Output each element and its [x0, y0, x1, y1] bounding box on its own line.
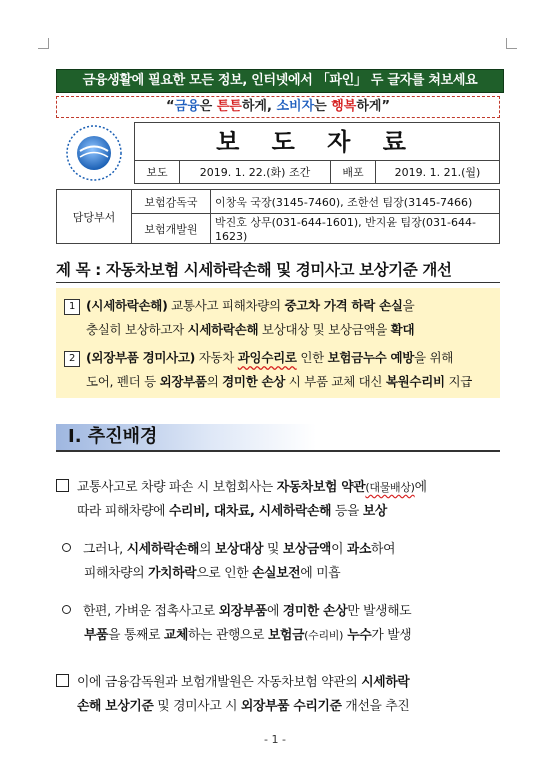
- circle-bullet-icon: [62, 605, 71, 614]
- distribution-date: 2019. 1. 21.(월): [376, 161, 500, 184]
- body-text: 등을: [331, 504, 363, 519]
- fss-logo: [58, 122, 130, 184]
- summary-text: 과잉수리로: [237, 350, 297, 365]
- contact-people: 이창욱 국장(3145-7460), 조한선 팀장(3145-7466): [211, 190, 500, 214]
- body-text: 보험금: [267, 628, 305, 643]
- summary-text: 도어, 펜더 등: [86, 374, 160, 389]
- summary-text: 자동차: [195, 350, 238, 365]
- summary-text: 지급: [444, 374, 472, 389]
- body-text: 을 통째로: [108, 628, 164, 643]
- body-text: 만 발생해도: [347, 604, 412, 619]
- slogan-word: 은: [199, 99, 217, 114]
- summary-text: 중고차 가격 하락 손실: [284, 298, 403, 313]
- body-text: 교통사고로 차량 파손 시 보험회사는: [77, 480, 277, 495]
- body-text: 에 미흡: [300, 566, 341, 581]
- body-text: 수리비, 대차료, 시세하락손해: [168, 504, 332, 519]
- slogan-quote-close: ”: [381, 99, 391, 114]
- body-text: 과소: [346, 542, 372, 557]
- slogan-word: 는: [314, 99, 332, 114]
- summary-text: 의: [206, 374, 223, 389]
- paragraph-4: [56, 671, 410, 719]
- body-text: 경미한 손상: [282, 604, 348, 619]
- body-text: (대물배상): [365, 481, 415, 494]
- slogan-word: 하게: [356, 99, 382, 114]
- page-number: - 1 -: [264, 733, 286, 746]
- body-text: 개선을 추진: [341, 699, 410, 714]
- body-text: 손해 보상기준: [77, 699, 154, 714]
- summary-box: [56, 288, 500, 398]
- summary-text: 외장부품: [159, 374, 207, 389]
- summary-text: 경미한 손상: [222, 374, 286, 389]
- summary-text: 확대: [390, 322, 415, 337]
- body-text: 외장부품 수리기준: [240, 699, 342, 714]
- body-text: 한편, 가벼운 접촉사고로: [83, 604, 219, 619]
- circle-bullet-icon: [62, 543, 71, 552]
- summary-text: 을: [402, 298, 415, 313]
- summary-text: 보험금누수 예방: [327, 350, 415, 365]
- body-text: 교체: [163, 628, 189, 643]
- body-text: 이에 금융감독원과 보험개발원은 자동차보험 약관의: [77, 675, 362, 690]
- body-text: 하여: [371, 542, 396, 557]
- body-text: 에: [414, 480, 427, 495]
- contact-people: 박진호 상무(031-644-1601), 반지윤 팀장(031-644-1623): [211, 214, 500, 244]
- body-text: 자동차보험 약관: [276, 480, 366, 495]
- summary-text: 교통사고 피해차량의: [167, 298, 285, 313]
- body-text: 누수: [343, 628, 372, 643]
- slogan: [56, 96, 500, 118]
- slogan-word: 하게,: [241, 99, 277, 114]
- summary-text: 시세하락손해: [187, 322, 259, 337]
- summary-text: 을 위해: [414, 350, 454, 365]
- body-text: 보상대상: [214, 542, 264, 557]
- body-text: 가치하락: [148, 566, 197, 581]
- slogan-word: 튼튼: [216, 99, 242, 114]
- summary-text: 복원수리비: [385, 374, 445, 389]
- press-label: 보도: [135, 161, 180, 184]
- paragraph-2: [62, 538, 395, 586]
- summary-item: [64, 294, 494, 342]
- body-text: 시세하락손해: [126, 542, 200, 557]
- body-text: 보상: [362, 504, 387, 519]
- body-text: 그러나,: [83, 542, 127, 557]
- contact-table: [56, 189, 500, 244]
- crop-mark-top-right: [506, 38, 517, 49]
- body-text: 가 발생: [371, 628, 412, 643]
- slogan-quote-open: “: [165, 99, 175, 114]
- summary-number: 2: [64, 351, 80, 367]
- paragraph-3: [62, 600, 411, 648]
- org-name: 보험감독국: [132, 190, 211, 214]
- dept-label: 담당부서: [57, 190, 132, 244]
- distribution-label: 배포: [331, 161, 376, 184]
- section-divider: [56, 450, 500, 452]
- section-header: [56, 424, 316, 450]
- summary-text: 인한: [296, 350, 328, 365]
- body-text: 하는 관행으로: [188, 628, 268, 643]
- body-text: 및 경미사고 시: [153, 699, 241, 714]
- summary-number: 1: [64, 299, 80, 315]
- summary-item: [64, 346, 494, 394]
- section-title: Ⅰ. 추진배경: [68, 426, 158, 447]
- body-text: 손실보전: [252, 566, 301, 581]
- summary-text: (시세하락손해): [86, 298, 168, 313]
- body-text: 시세하락: [361, 675, 410, 690]
- slogan-word: 금융: [174, 99, 200, 114]
- top-banner: 금융생활에 필요한 모든 정보, 인터넷에서 「파인」 두 글자를 쳐보세요: [56, 69, 504, 93]
- body-text: 보상금액: [282, 542, 332, 557]
- body-text: 이: [331, 542, 347, 557]
- org-name: 보험개발원: [132, 214, 211, 244]
- release-date-table: [134, 160, 500, 184]
- square-bullet-icon: [56, 674, 69, 687]
- body-text: 따라 피해차량에: [77, 504, 169, 519]
- subject-heading: 제 목 : 자동차보험 시세하락손해 및 경미사고 보상기준 개선: [56, 261, 452, 279]
- press-date: 2019. 1. 22.(화) 조간: [180, 161, 331, 184]
- body-text: 에: [266, 604, 283, 619]
- square-bullet-icon: [56, 479, 69, 492]
- body-text: (수리비): [304, 629, 344, 642]
- paragraph-1: [56, 476, 427, 524]
- summary-text: 보상대상 및 보상금액을: [258, 322, 391, 337]
- body-text: 피해차량의: [84, 566, 149, 581]
- crop-mark-top-left: [38, 38, 49, 49]
- slogan-word: 행복: [331, 99, 357, 114]
- summary-text: 시 부품 교체 대신: [285, 374, 386, 389]
- body-text: 외장부품: [218, 604, 267, 619]
- subject-divider: [56, 282, 500, 283]
- slogan-word: 소비자: [276, 99, 315, 114]
- summary-text: (외장부품 경미사고): [86, 350, 196, 365]
- body-text: 의: [199, 542, 215, 557]
- summary-text: 충실히 보상하고자: [86, 322, 188, 337]
- body-text: 으로 인한: [196, 566, 253, 581]
- body-text: 및: [263, 542, 283, 557]
- document-title: 보 도 자 료: [134, 122, 500, 161]
- body-text: 부품: [84, 628, 109, 643]
